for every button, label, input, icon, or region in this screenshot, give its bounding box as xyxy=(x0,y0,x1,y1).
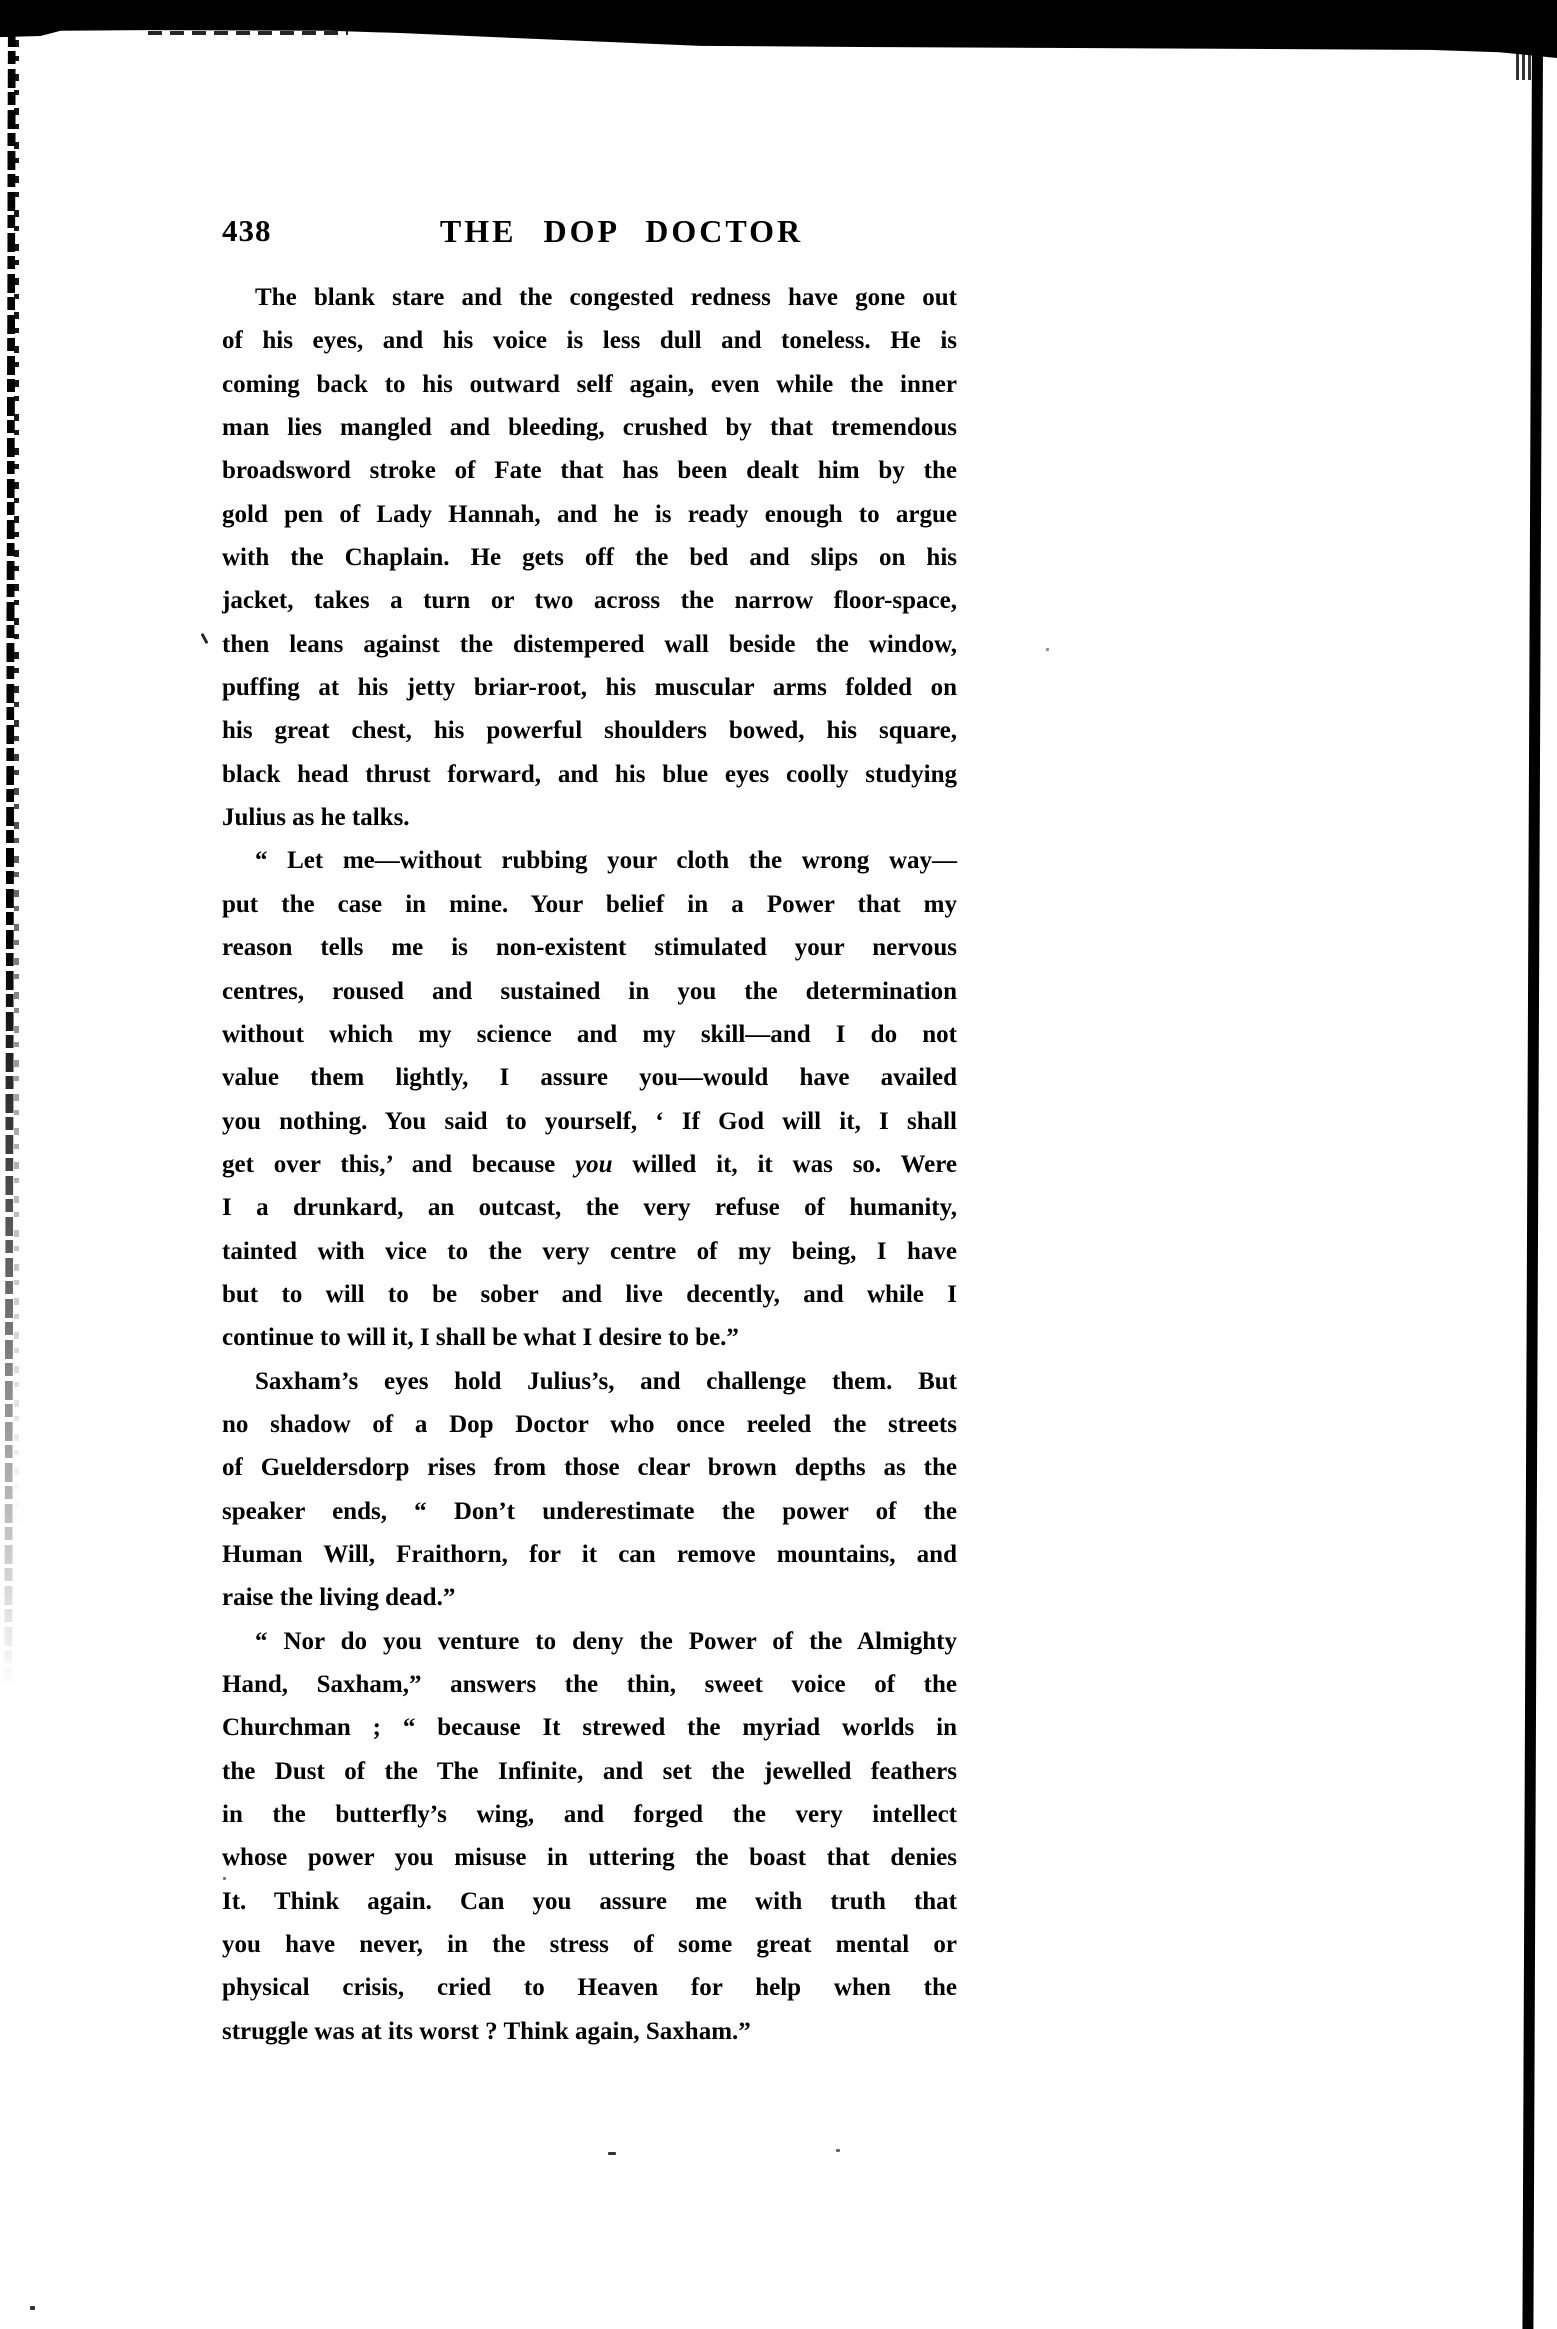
text-line: Saxham’s eyes hold Julius’s, and challenge them. But xyxy=(255,1367,957,1395)
text-line: reason tells me is non-existent stimulated your nervous xyxy=(222,934,957,962)
text-line: tainted with vice to the very centre of my being, I have xyxy=(222,1237,957,1265)
text-line: the Dust of the The Infinite, and set the jewelled feathers xyxy=(222,1757,957,1785)
scan-artifact-top-bar xyxy=(0,0,1557,58)
page-number: 438 xyxy=(222,213,272,248)
text-line: Churchman ; “ because It strewed the myriad worlds in xyxy=(222,1714,957,1742)
text-line: speaker ends, “ Don’t underestimate the power of the xyxy=(222,1497,957,1525)
text-line: centres, roused and sustained in you the determination xyxy=(222,977,957,1005)
text-line: broadsword stroke of Fate that has been dealt him by the xyxy=(222,457,957,485)
text-line: without which my science and my skill—and I do not xyxy=(222,1020,957,1048)
page-body xyxy=(222,276,957,2053)
scan-artifact-left-binding-streak-2 xyxy=(14,40,19,1540)
text-line: Human Will, Fraithorn, for it can remove mountains, and xyxy=(222,1540,957,1568)
text-line: physical crisis, cried to Heaven for help when the xyxy=(222,1974,957,2002)
text-line: coming back to his outward self again, even while the inner xyxy=(222,370,957,398)
text-line: I a drunkard, an outcast, the very refuse of humanity, xyxy=(222,1194,957,1222)
speck xyxy=(836,2149,840,2152)
speck xyxy=(608,2152,616,2155)
text-line: “ Let me—without rubbing your cloth the wrong way— xyxy=(255,847,957,875)
speck xyxy=(201,633,209,644)
text-line: put the case in mine. Your belief in a Power that my xyxy=(222,890,957,918)
text-line: The blank stare and the congested redness have gone out xyxy=(255,284,957,311)
paragraph xyxy=(222,1620,957,2053)
speck xyxy=(30,2306,35,2310)
italic-word: you xyxy=(575,1150,613,1178)
text-line: black head thrust forward, and his blue eyes coolly studying xyxy=(222,760,957,788)
speck xyxy=(1046,648,1049,651)
scan-artifact-smudge xyxy=(148,31,348,35)
text-line: man lies mangled and bleeding, crushed by that tremendous xyxy=(222,414,957,442)
text-line: “ Nor do you venture to deny the Power of the Almighty xyxy=(255,1627,957,1655)
text-line: value them lightly, I assure you—would have availed xyxy=(222,1064,957,1092)
text-line xyxy=(222,1143,957,1186)
text-line: but to will to be sober and live decently, and while I xyxy=(222,1280,957,1308)
scan-artifact-right-frizz xyxy=(1516,46,1532,80)
text-line: of Gueldersdorp rises from those clear brown depths as the xyxy=(222,1454,957,1482)
text-line: in the butterfly’s wing, and forged the very intellect xyxy=(222,1801,957,1829)
running-header-title: THE DOP DOCTOR xyxy=(439,213,804,249)
text-line: It. Think again. Can you assure me with truth that xyxy=(222,1887,957,1915)
text-line: his great chest, his powerful shoulders bowed, his square, xyxy=(222,717,957,745)
text-line: you nothing. You said to yourself, ‘ If God will it, I shall xyxy=(222,1107,957,1135)
text-line: then leans against the distempered wall beside the window, xyxy=(222,630,957,658)
text-line: whose power you misuse in uttering the boast that denies xyxy=(222,1844,957,1872)
text-line: no shadow of a Dop Doctor who once reeled the streets xyxy=(222,1410,957,1438)
paragraph xyxy=(222,1360,957,1620)
text-line: puffing at his jetty briar-root, his muscular arms folded on xyxy=(222,674,957,702)
text-line: Julius as he talks. xyxy=(222,804,410,832)
text-segment: willed it, it was so. Were xyxy=(612,1150,958,1178)
text-segment: get over this,’ and because xyxy=(222,1150,576,1178)
page-header xyxy=(222,214,957,254)
text-line: gold pen of Lady Hannah, and he is ready enough to argue xyxy=(222,500,957,528)
text-line: continue to will it, I shall be what I desire to be.” xyxy=(222,1324,739,1352)
paragraph xyxy=(222,839,957,1359)
paragraph xyxy=(222,276,957,839)
text-line: with the Chaplain. He gets off the bed and slips on his xyxy=(222,544,957,572)
text-line: of his eyes, and his voice is less dull and toneless. He is xyxy=(222,327,957,355)
scan-artifact-right-strip xyxy=(1522,44,1543,2329)
text-line: you have never, in the stress of some great mental or xyxy=(222,1931,957,1959)
text-line: jacket, takes a turn or two across the narrow floor-space, xyxy=(222,587,957,615)
text-line: Hand, Saxham,” answers the thin, sweet voice of the xyxy=(222,1671,957,1698)
text-line: struggle was at its worst ? Think again, Saxham.” xyxy=(222,2017,751,2045)
text-line: raise the living dead.” xyxy=(222,1584,456,1612)
